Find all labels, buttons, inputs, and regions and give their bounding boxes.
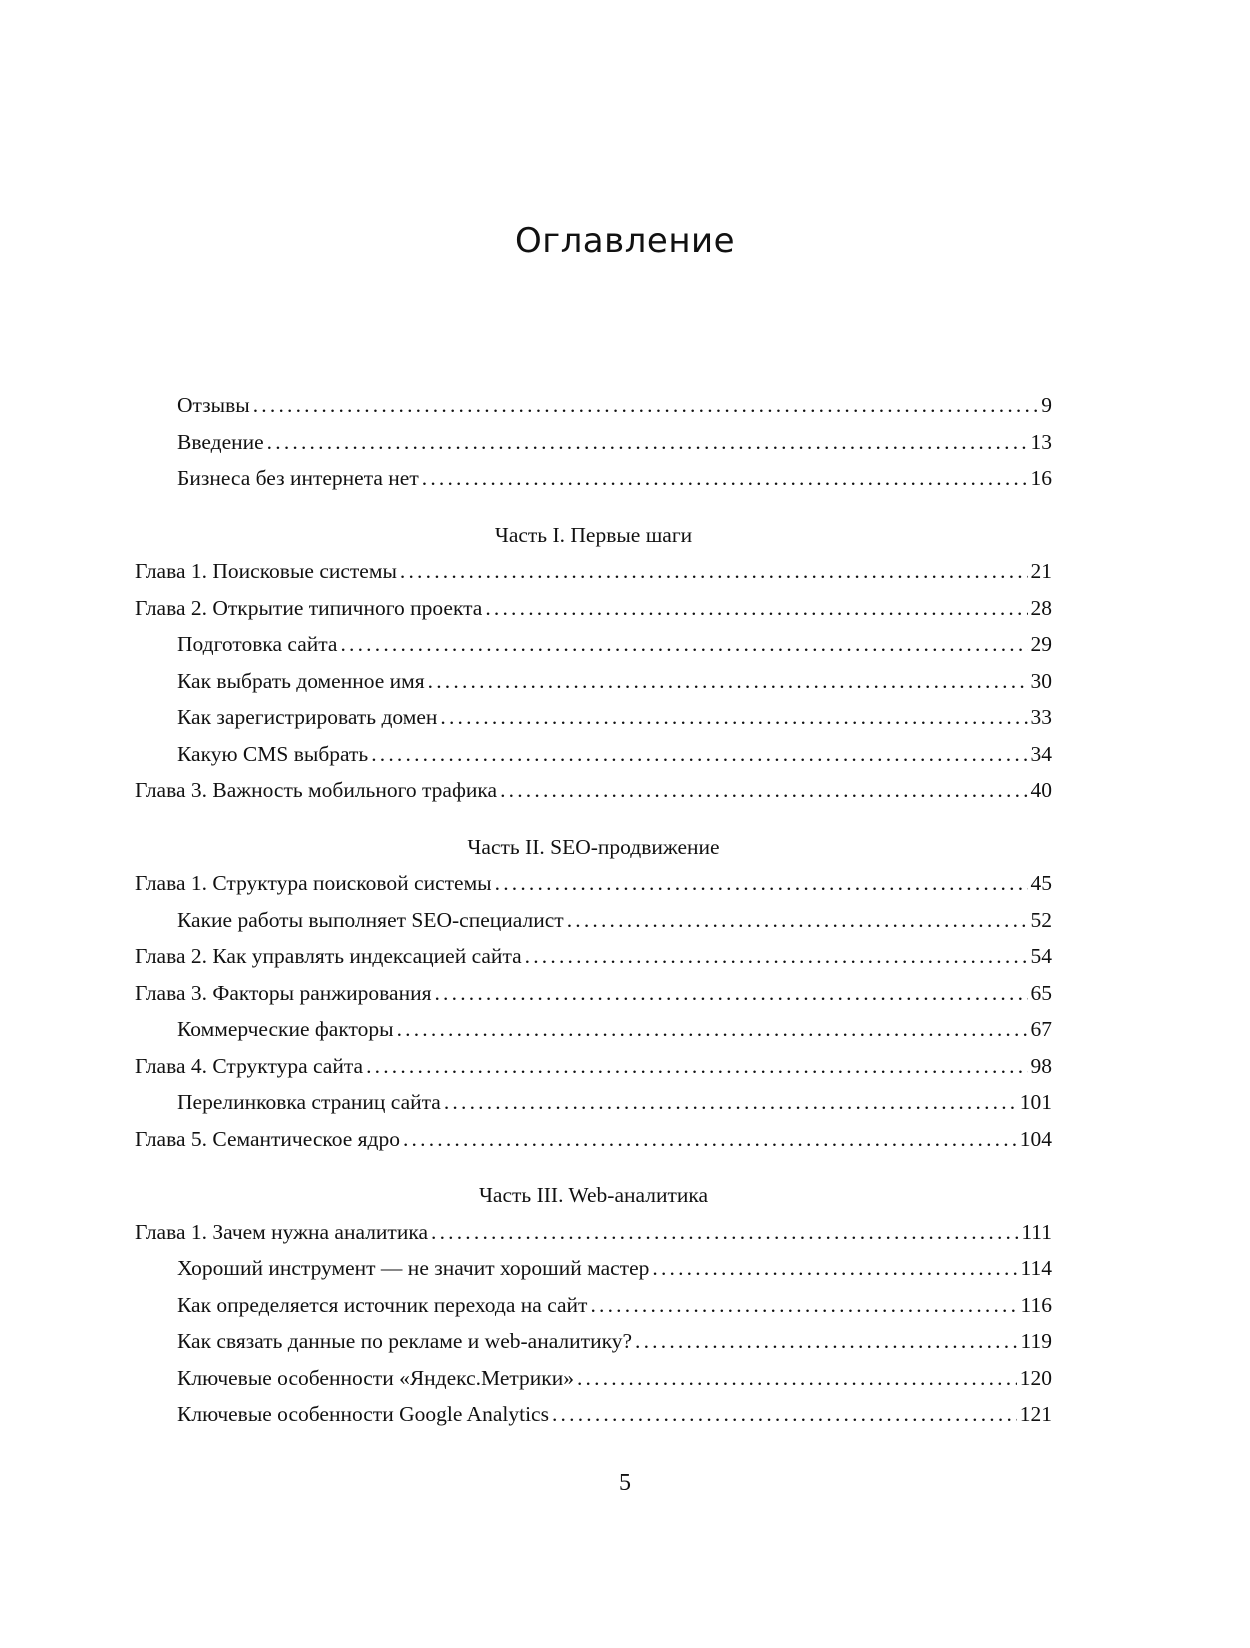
dot-leader [485, 590, 1027, 627]
toc-entry-title: Какие работы выполняет SEO-специалист [177, 907, 564, 932]
toc-entry-title: Хороший инструмент — не значит хороший мастер [177, 1256, 650, 1280]
toc-entry-page: 33 [1030, 705, 1052, 729]
toc-entry-page: 21 [1030, 559, 1052, 583]
page-number: 5 [619, 1470, 631, 1496]
toc-entry-title: Глава 3. Важность мобильного трафика [135, 778, 498, 802]
toc-entry [135, 772, 1052, 809]
toc-entry-page: 28 [1030, 595, 1052, 620]
toc-subentry [135, 699, 1052, 736]
toc-entry-title: Коммерческие факторы [177, 1017, 394, 1041]
toc-entry-page: 34 [1030, 741, 1052, 766]
toc-entry [135, 865, 1052, 902]
toc-subentry [135, 424, 1052, 461]
dot-leader [422, 460, 1028, 497]
toc-subentry [135, 1360, 1052, 1397]
toc-entry [135, 1214, 1052, 1251]
dot-leader [525, 938, 1028, 975]
toc-subentry [135, 1250, 1052, 1287]
toc-entry-title: Какую CMS выбрать [177, 741, 369, 766]
toc-entry-page: 67 [1030, 1017, 1052, 1041]
toc-entry-page: 13 [1030, 429, 1052, 454]
toc-entry-page: 111 [1021, 1219, 1052, 1244]
part-heading: Часть III. Web-аналитика [478, 1183, 709, 1207]
toc-subentry [135, 1084, 1052, 1121]
toc-entry-page: 29 [1030, 632, 1052, 656]
toc-entry-title: Ключевые особенности Google Analytics [177, 1402, 549, 1426]
toc-subentry [135, 663, 1052, 700]
toc-subentry [135, 1287, 1052, 1324]
toc-entry-title: Отзывы [177, 393, 250, 417]
toc-entry-page: 121 [1019, 1402, 1052, 1426]
toc-entry [135, 938, 1052, 975]
toc-subentry [135, 1323, 1052, 1360]
dot-leader [403, 1121, 1017, 1158]
toc-entry-page: 120 [1019, 1365, 1052, 1390]
toc-entry-title: Глава 5. Семантическое ядро [135, 1126, 400, 1151]
toc-entry-page: 98 [1030, 1053, 1052, 1078]
page-title: Оглавление [514, 220, 736, 261]
dot-leader [431, 1214, 1018, 1251]
toc-entry-page: 30 [1030, 668, 1052, 693]
toc-entry [135, 975, 1052, 1012]
dot-leader [428, 663, 1028, 700]
dot-leader [590, 1287, 1017, 1324]
table-of-contents [135, 387, 1052, 1433]
dot-leader [371, 736, 1027, 773]
toc-entry-title: Как определяется источник перехода на сайт [177, 1292, 588, 1317]
dot-leader [567, 902, 1028, 939]
toc-subentry [135, 1396, 1052, 1433]
part-heading: Часть II. SEO-продвижение [467, 834, 720, 859]
toc-entry-page: 45 [1030, 871, 1052, 895]
dot-leader [253, 387, 1039, 424]
dot-leader [434, 975, 1027, 1012]
toc-entry-title: Глава 4. Структура сайта [135, 1053, 364, 1078]
toc-entry-title: Как зарегистрировать домен [177, 705, 438, 729]
toc-entry-title: Введение [177, 429, 264, 454]
toc-entry-title: Глава 1. Поисковые системы [135, 559, 397, 583]
toc-entry-page: 9 [1041, 393, 1052, 417]
dot-leader [552, 1396, 1017, 1433]
dot-leader [500, 772, 1027, 809]
toc-entry-title: Глава 1. Структура поисковой системы [135, 871, 492, 895]
toc-entry-title: Ключевые особенности «Яндекс.Метрики» [177, 1365, 574, 1390]
part-heading: Часть I. Первые шаги [494, 522, 693, 547]
toc-entry [135, 590, 1052, 627]
dot-leader [635, 1323, 1018, 1360]
toc-entry-title: Глава 2. Как управлять индексацией сайта [135, 944, 522, 968]
dot-leader [366, 1048, 1027, 1085]
dot-leader [267, 424, 1028, 461]
dot-leader [495, 865, 1028, 902]
toc-entry [135, 1048, 1052, 1085]
dot-leader [340, 626, 1027, 663]
toc-entry-page: 40 [1030, 778, 1052, 802]
toc-entry [135, 1121, 1052, 1158]
toc-subentry [135, 460, 1052, 497]
toc-subentry [135, 736, 1052, 773]
toc-entry-page: 104 [1019, 1126, 1052, 1151]
dot-leader [400, 553, 1028, 590]
dot-leader [440, 699, 1027, 736]
toc-entry-title: Как связать данные по рекламе и web-аналитику? [177, 1329, 633, 1353]
toc-entry-page: 116 [1020, 1292, 1052, 1317]
toc-entry-title: Как выбрать доменное имя [177, 668, 425, 693]
toc-entry-title: Глава 2. Открытие типичного проекта [135, 595, 483, 620]
dot-leader [444, 1084, 1017, 1121]
toc-entry-page: 16 [1030, 466, 1052, 490]
toc-entry-page: 119 [1020, 1329, 1052, 1353]
toc-subentry [135, 1011, 1052, 1048]
toc-entry-title: Глава 1. Зачем нужна аналитика [135, 1219, 428, 1244]
toc-entry [135, 553, 1052, 590]
toc-entry-title: Перелинковка страниц сайта [177, 1090, 441, 1114]
toc-entry-page: 65 [1030, 980, 1052, 1005]
toc-entry-page: 101 [1019, 1090, 1052, 1114]
toc-entry-page: 52 [1030, 907, 1052, 932]
toc-entry-page: 54 [1030, 944, 1052, 968]
toc-subentry [135, 902, 1052, 939]
toc-entry-title: Глава 3. Факторы ранжирования [135, 980, 432, 1005]
dot-leader [577, 1360, 1017, 1397]
toc-subentry [135, 387, 1052, 424]
dot-leader [397, 1011, 1028, 1048]
dot-leader [652, 1250, 1017, 1287]
toc-entry-title: Подготовка сайта [177, 632, 338, 656]
toc-entry-page: 114 [1020, 1256, 1052, 1280]
toc-entry-title: Бизнеса без интернета нет [177, 466, 419, 490]
toc-subentry [135, 626, 1052, 663]
